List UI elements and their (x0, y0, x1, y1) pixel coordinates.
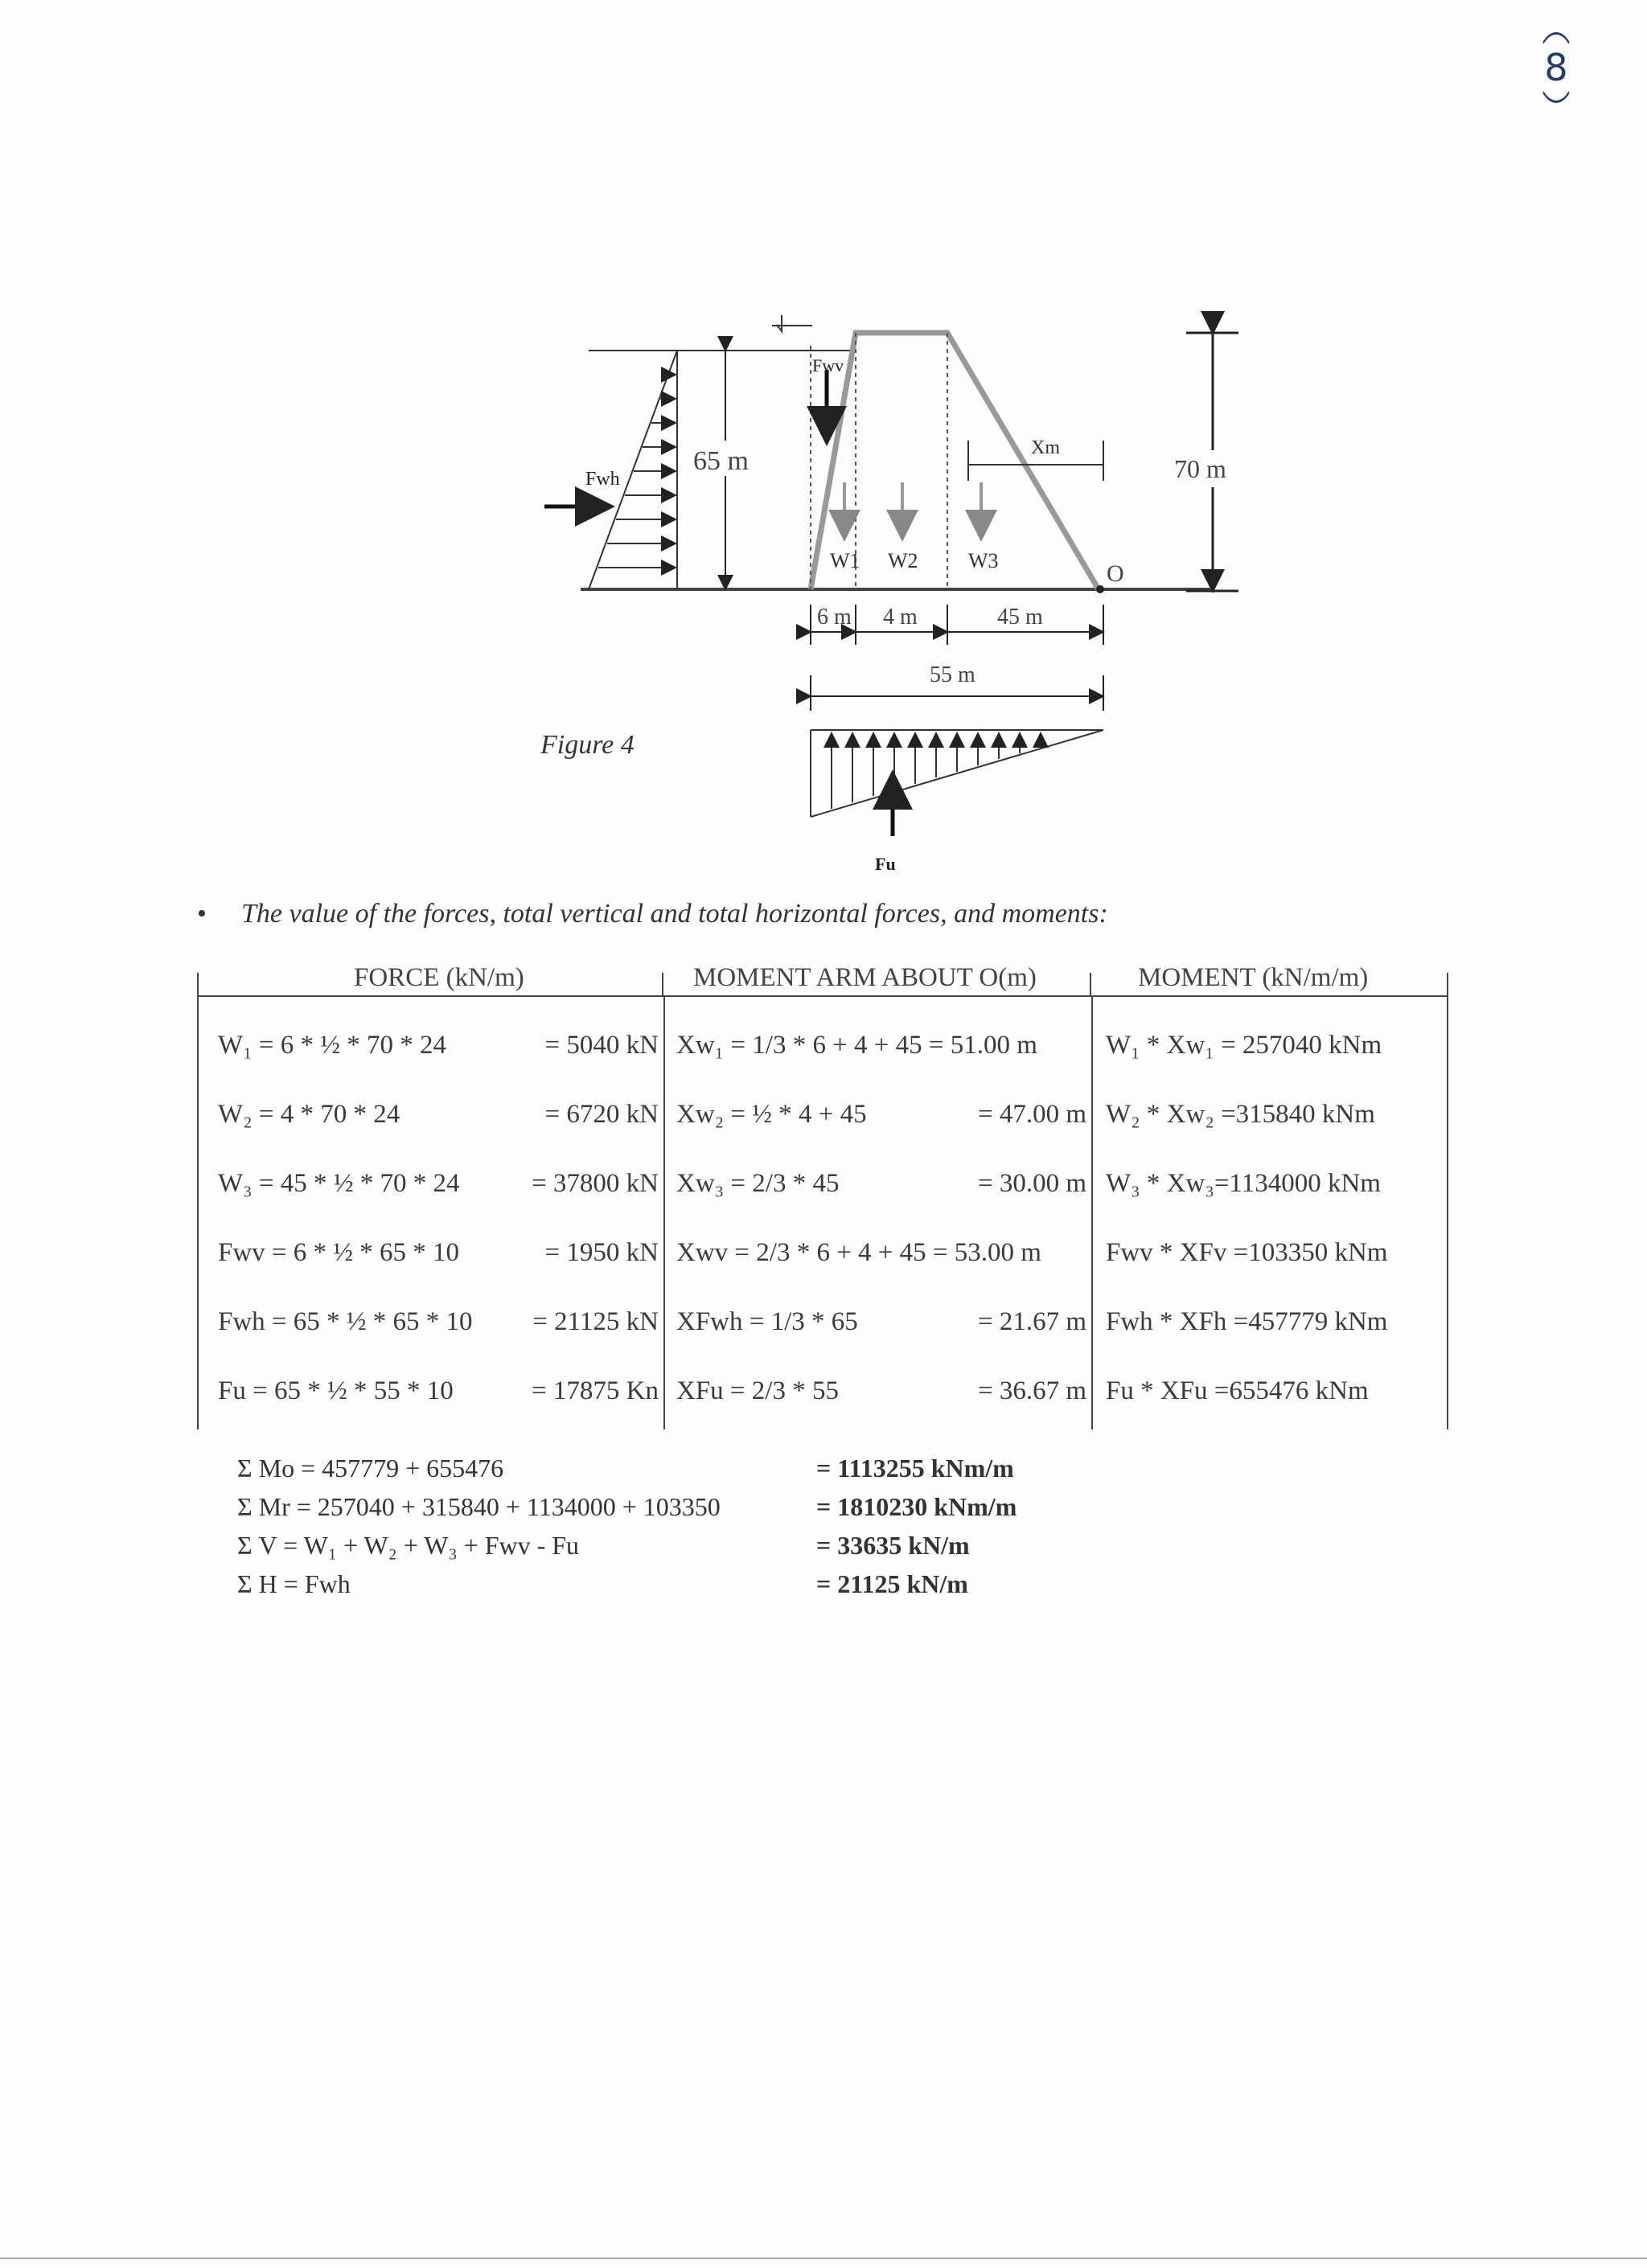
force-value: = 5040 kN (544, 1031, 659, 1060)
arm-expr: XFwh = 1/3 * 65 (676, 1307, 858, 1336)
table-header (197, 957, 1448, 997)
arm-value: = 30.00 m (977, 1169, 1086, 1198)
dim-55-label: 55 m (930, 662, 975, 687)
sum-result: = 1113255 kNm/m (816, 1454, 1014, 1483)
table-row (199, 1169, 1447, 1238)
moment-value: W₂ * Xᴡ₂ =315840 kNm (1106, 1100, 1375, 1129)
uplift-diagram (811, 730, 1103, 817)
moment-value: W₃ * Xᴡ₃=1134000 kNm (1106, 1169, 1381, 1198)
force-value: = 1950 kN (544, 1238, 659, 1267)
sum-expr: Σ Mr = 257040 + 315840 + 1134000 + 103350 (237, 1492, 721, 1521)
arm-expr: Xᴡ₃ = 2/3 * 45 (676, 1169, 840, 1198)
dim-45-label: 45 m (997, 605, 1043, 630)
arm-value: = 36.67 m (977, 1376, 1086, 1405)
arm-expr: Xᴡ₂ = ½ * 4 + 45 (676, 1100, 867, 1129)
sum-expr: Σ H = Fwh (237, 1569, 351, 1598)
table-row (199, 1100, 1447, 1169)
force-expr: W₁ = 6 * ½ * 70 * 24 (218, 1031, 447, 1060)
sum-result: = 21125 kN/m (816, 1569, 968, 1598)
fwv-label: Fwv (812, 355, 844, 375)
arm-expr: XFu = 2/3 * 55 (676, 1376, 839, 1405)
scan-edge-line (0, 2258, 1647, 2259)
base-dimensions (811, 605, 1103, 711)
w2-label: W2 (888, 549, 918, 572)
forces-table (197, 957, 1448, 1429)
force-expr: Fu = 65 * ½ * 55 * 10 (218, 1376, 454, 1405)
table-row (199, 1376, 1447, 1446)
force-value: = 6720 kN (544, 1100, 659, 1129)
fwh-label: Fwh (585, 469, 620, 490)
header-moment-arm: MOMENT ARM ABOUT O(m) (693, 963, 1037, 992)
force-expr: Fwh = 65 * ½ * 65 * 10 (218, 1307, 473, 1336)
table-row (199, 1238, 1447, 1307)
force-expr: Fwv = 6 * ½ * 65 * 10 (218, 1238, 460, 1267)
sum-result: = 33635 kN/m (816, 1531, 970, 1560)
force-value: = 37800 kN (532, 1169, 659, 1198)
arm-expr: Xwv = 2/3 * 6 + 4 + 45 = 53.00 m (676, 1238, 1041, 1267)
sum-expr: Σ Mo = 457779 + 655476 (237, 1454, 504, 1483)
dam-figure (0, 0, 1647, 892)
moment-value: Fu * XFu =655476 kNm (1106, 1376, 1369, 1405)
force-expr: W₃ = 45 * ½ * 70 * 24 (218, 1169, 460, 1198)
moment-value: W₁ * Xᴡ₁ = 257040 kNm (1106, 1031, 1382, 1060)
table-row (199, 1031, 1447, 1100)
page-number: 8 (1524, 32, 1588, 103)
moment-value: Fwh * XFh =457779 kNm (1106, 1307, 1388, 1336)
figure-caption: Figure 4 (540, 730, 635, 760)
table-row (199, 1307, 1447, 1376)
dim-65-label: 65 m (693, 446, 749, 476)
force-value: = 21125 kN (532, 1307, 659, 1336)
dim-6-label: 6 m (817, 605, 852, 630)
moment-value: Fwv * XFv =103350 kNm (1106, 1238, 1388, 1267)
header-moment: MOMENT (kN/m/m) (1138, 963, 1369, 992)
force-expr: W₂ = 4 * 70 * 24 (218, 1100, 400, 1129)
arm-value: = 47.00 m (977, 1100, 1086, 1129)
w1-label: W1 (830, 549, 860, 572)
intro-text: The value of the forces, total vertical and total horizontal forces, and moments: (241, 899, 1108, 929)
w3-label: W3 (968, 549, 999, 572)
sum-result: = 1810230 kNm/m (816, 1492, 1017, 1521)
table-body (197, 997, 1448, 1429)
bullet: • (197, 899, 207, 929)
sum-expr: Σ V = W₁ + W₂ + W₃ + Fwv - Fu (237, 1531, 580, 1560)
xm-label: Xm (1031, 437, 1060, 458)
dim-4-label: 4 m (883, 605, 918, 630)
header-force: FORCE (kN/m) (354, 963, 524, 992)
force-value: = 17875 Kn (532, 1376, 659, 1405)
arm-value: = 21.67 m (977, 1307, 1086, 1336)
point-o (1096, 585, 1104, 593)
fu-label: Fu (875, 854, 896, 874)
point-o-label: O (1107, 560, 1124, 587)
arm-expr: Xᴡ₁ = 1/3 * 6 + 4 + 45 = 51.00 m (676, 1031, 1037, 1060)
dim-70-label: 70 m (1174, 454, 1226, 483)
